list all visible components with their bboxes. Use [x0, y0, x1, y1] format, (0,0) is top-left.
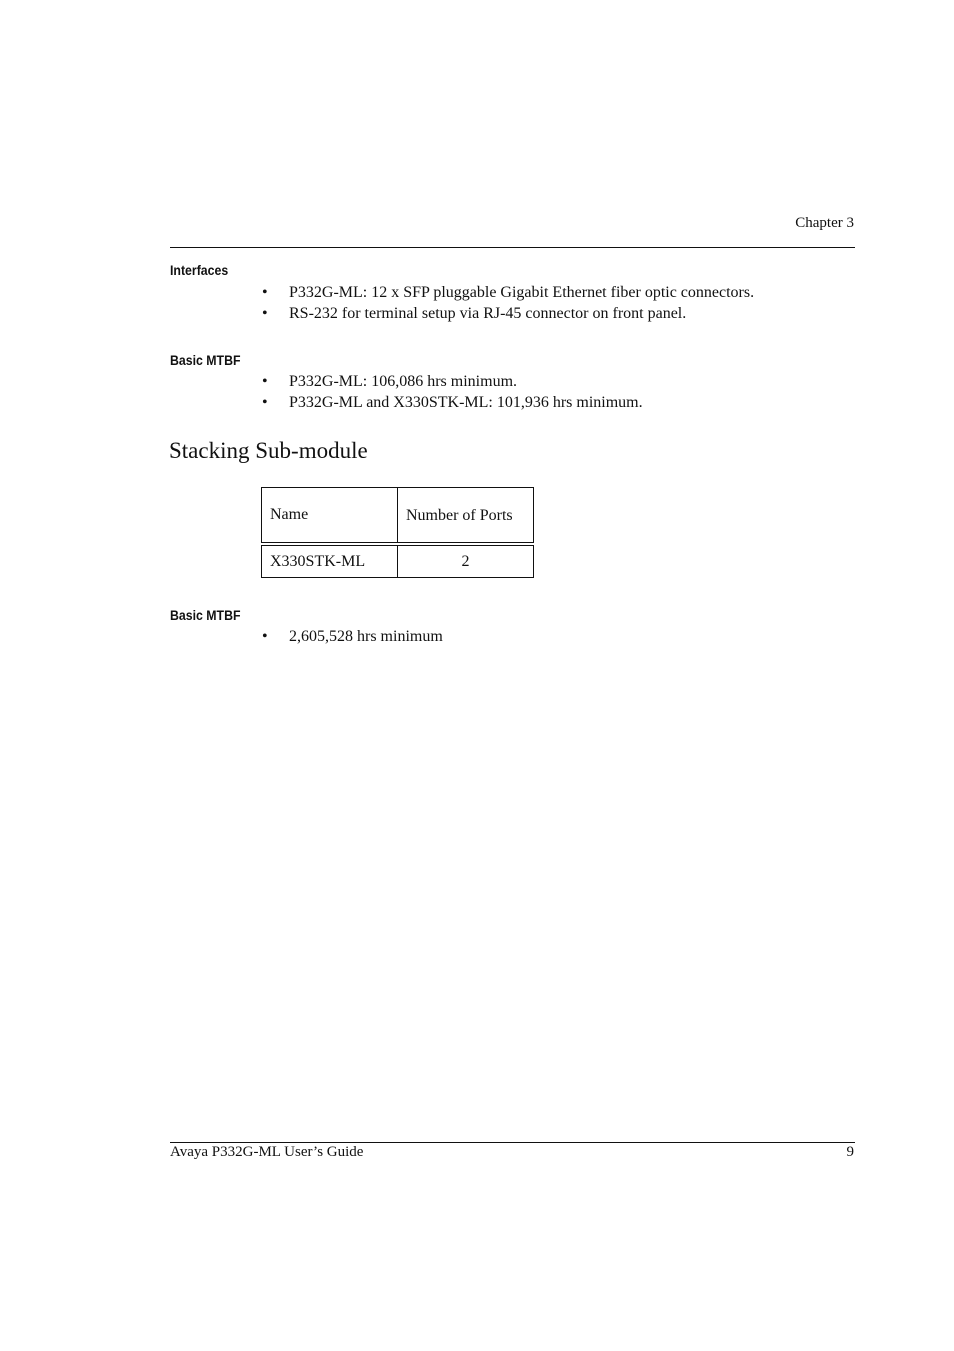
- footer-rule: [170, 1142, 855, 1143]
- list-item-text: 2,605,528 hrs minimum: [289, 628, 443, 645]
- interfaces-heading: Interfaces: [170, 262, 229, 278]
- list-item-text: RS-232 for terminal setup via RJ-45 connector on front panel.: [289, 305, 687, 322]
- table-header-ports: Number of Ports: [398, 488, 534, 545]
- stacking-submodule-title: Stacking Sub-module: [169, 438, 368, 463]
- bullet-icon: •: [262, 284, 268, 301]
- list-item: [262, 626, 443, 647]
- table-header-row: [262, 488, 534, 545]
- footer-doc-title: Avaya P332G-ML User’s Guide: [170, 1144, 364, 1160]
- list-item: [262, 303, 754, 324]
- interfaces-list: [262, 282, 754, 324]
- table-row: [262, 544, 534, 578]
- table-cell-ports: 2: [398, 544, 534, 578]
- bullet-icon: •: [262, 394, 268, 411]
- header-rule: [170, 247, 855, 248]
- list-item-text: P332G-ML: 12 x SFP pluggable Gigabit Ethernet fiber optic connectors.: [289, 284, 755, 301]
- table-cell-name: X330STK-ML: [262, 544, 398, 578]
- stacking-table: [261, 487, 534, 578]
- mtbf-list: [262, 371, 643, 413]
- page-number: 9: [846, 1144, 854, 1160]
- table-header-name: Name: [262, 488, 398, 545]
- basic-mtbf-heading: Basic MTBF: [170, 352, 241, 368]
- list-item-text: P332G-ML: 106,086 hrs minimum.: [289, 373, 518, 390]
- list-item-text: P332G-ML and X330STK-ML: 101,936 hrs minimum.: [289, 394, 643, 411]
- list-item: [262, 392, 643, 413]
- list-item: [262, 371, 643, 392]
- list-item: [262, 282, 754, 303]
- mtbf-list-2: [262, 626, 443, 647]
- chapter-label: Chapter 3: [795, 215, 854, 231]
- bullet-icon: •: [262, 305, 268, 322]
- bullet-icon: •: [262, 628, 268, 645]
- bullet-icon: •: [262, 373, 268, 390]
- basic-mtbf-heading-2: Basic MTBF: [170, 607, 241, 623]
